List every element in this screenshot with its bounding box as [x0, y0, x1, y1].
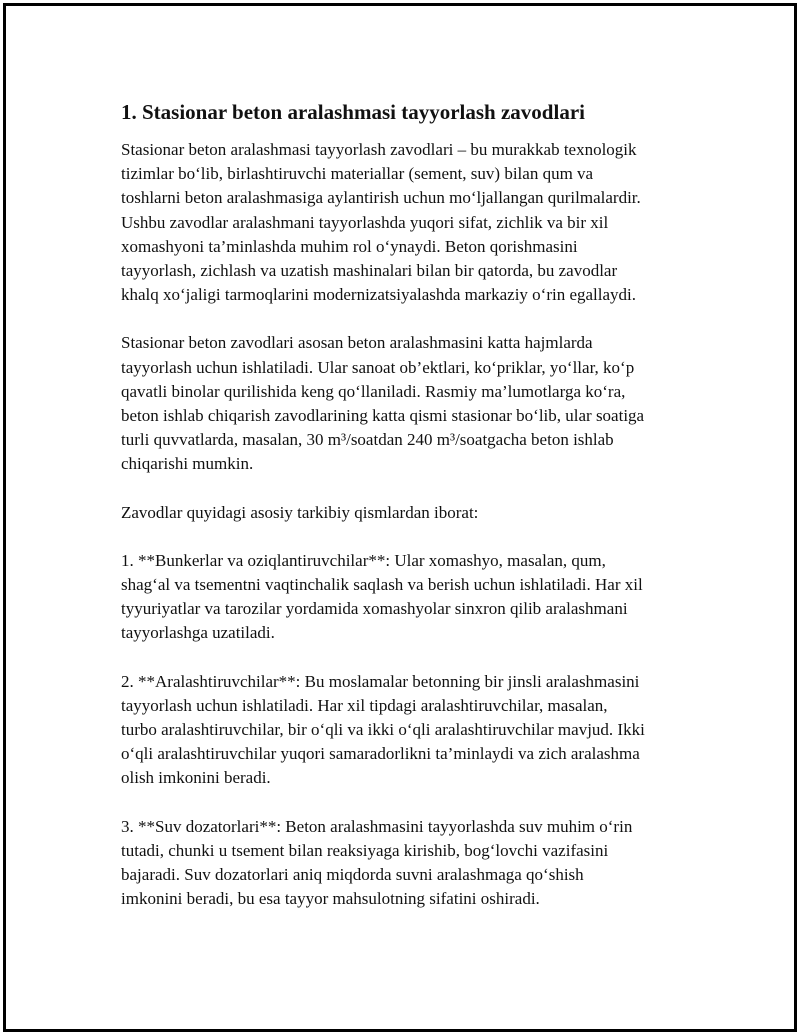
list-item-mixers: 2. **Aralashtiruvchilar**: Bu moslamalar betonning bir jinsli aralashmasini tayyorlash uchun ishlatiladi. Har xil tipdagi aralashtiruvchilar, masalan, turbo aralashtiruvchilar, bir oʻqli va ikki oʻqli aralashtiruvchilar mavjud. Ikki oʻqli aralashtiruvchilar yuqori samaradorlikni ta’minlaydi va zich aralashma olish imkonini beradi.	[121, 671, 645, 788]
paragraph-usage: Stasionar beton zavodlari asosan beton aralashmasini katta hajmlarda tayyorlash uchun ishlatiladi. Ular sanoat ob’ektlari, koʻpriklar, yoʻllar, koʻp qavatli binolar qurilishida keng qoʻllaniladi. Rasmiy ma’lumotlarga koʻra, beton ishlab chiqarish zavodlarining katta qismi stasionar boʻlib, ular soatiga turli quvvatlarda, masalan, 30 m³/soatdan 240 m³/soatgacha beton ishlab chiqarishi mumkin.	[121, 333, 645, 474]
list-item-water-dosers: 3. **Suv dozatorlari**: Beton aralashmasini tayyorlashda suv muhim oʻrin tutadi, chunki u tsement bilan reaksiyaga kirishib, bogʻlovchi vazifasini bajaradi. Suv dozatorlari aniq miqdorda suvni aralashmaga qoʻshish imkonini beradi, bu esa tayyor mahsulotning sifatini oshiradi.	[121, 816, 633, 909]
page-frame	[3, 3, 797, 1032]
document-title: 1. Stasionar beton aralashmasi tayyorlash zavodlari	[121, 100, 585, 124]
list-item-bunkers: 1. **Bunkerlar va oziqlantiruvchilar**: Ular xomashyo, masalan, qum, shagʻal va tsementni vaqtinchalik saqlash va berish uchun ishlatiladi. Har xil tyyuriyatlar va tarozilar yordamida xomashyolar sinxron qilib aralashmani tayyorlashga uzatiladi.	[121, 550, 643, 643]
paragraph-intro: Stasionar beton aralashmasi tayyorlash zavodlari – bu murakkab texnologik tizimlar boʻlib, birlashtiruvchi materiallar (sement, suv) bilan qum va toshlarni beton aralashmasiga aylantirish uchun moʻljallangan qurilmalardir. Ushbu zavodlar aralashmani tayyorlashda yuqori sifat, zichlik va bir xil xomashyoni ta’minlashda muhim rol oʻynaydi. Beton qorishmasini tayyorlash, zichlash va uzatish mashinalari bilan bir qatorda, bu zavodlar khalq xoʻjaligi tarmoqlarini modernizatsiyalashda markaziy oʻrin egallaydi.	[121, 140, 641, 305]
document-body	[121, 98, 701, 935]
paragraph-components-intro: Zavodlar quyidagi asosiy tarkibiy qismlardan iborat:	[121, 502, 479, 522]
